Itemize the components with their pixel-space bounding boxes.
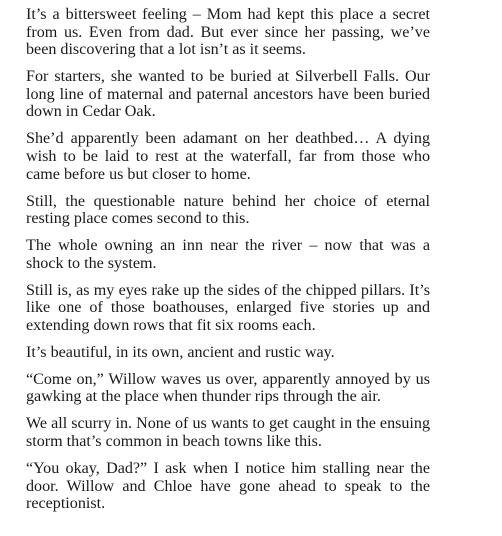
- paragraph-5: The whole owning an inn near the river – now that was a shock to the system.: [26, 237, 430, 272]
- paragraph-9: We all scurry in. None of us wants to get caught in the ensuing storm that’s common in beach towns like this.: [26, 415, 430, 450]
- paragraph-8: “Come on,” Willow waves us over, apparently annoyed by us gawking at the place when thunder rips through the air.: [26, 370, 430, 406]
- paragraph-1: It’s a bittersweet feeling – Mom had kept this place a secret from us. Even from dad. But ever since her passing, we’ve been discovering that a lot isn’t as it seems.: [26, 6, 430, 59]
- paragraph-3: She’d apparently been adamant on her deathbed… A dying wish to be laid to rest at the waterfall, far from those who came before us but closer to home.: [26, 130, 430, 183]
- paragraph-2: For starters, she wanted to be buried at Silverbell Falls. Our long line of maternal and paternal ancestors have been buried down in Cedar Oak.: [26, 68, 430, 121]
- paragraph-4: Still, the questionable nature behind her choice of eternal resting place comes second to this.: [26, 192, 430, 228]
- paragraph-6: Still is, as my eyes rake up the sides of the chipped pillars. It’s like one of those boathouses, enlarged five stories up and extending down rows that fit six rooms each.: [26, 281, 430, 334]
- paragraph-10: “You okay, Dad?” I ask when I notice him stalling near the door. Willow and Chloe have gone ahead to speak to the receptionist.: [26, 459, 430, 513]
- paragraph-7: It’s beautiful, in its own, ancient and rustic way.: [26, 343, 335, 361]
- document-page: [26, 6, 430, 522]
